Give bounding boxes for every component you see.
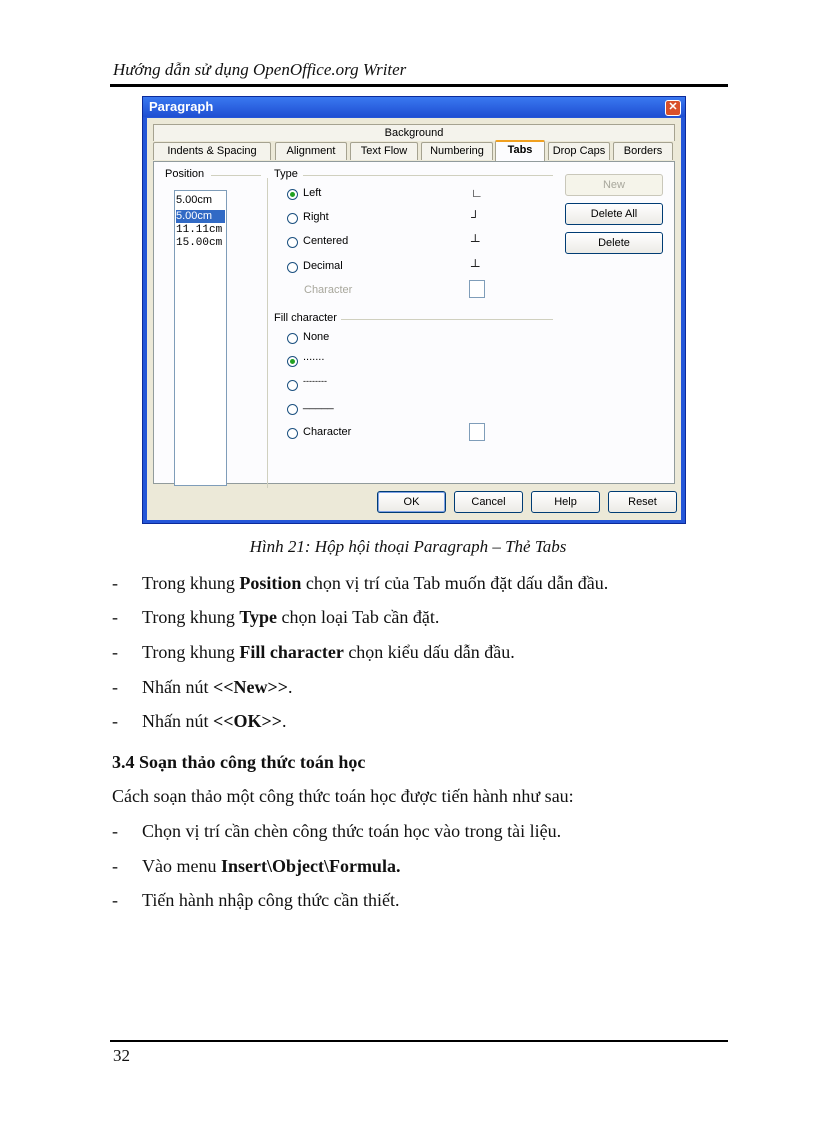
bullet-bold: <<OK>>	[213, 711, 283, 731]
bullet-marker: -	[112, 573, 118, 593]
bullet-bold: Fill character	[239, 642, 344, 662]
type-rule	[303, 175, 553, 176]
ok-button[interactable]: OK	[377, 491, 446, 513]
position-item[interactable]: 11.11cm	[176, 224, 223, 236]
delete-button[interactable]: Delete	[565, 232, 663, 254]
step-item	[142, 856, 400, 877]
type-right-radio[interactable]	[287, 213, 298, 224]
fill-none-label: None	[303, 331, 330, 343]
fill-underscore-label: _____	[303, 398, 334, 410]
bullet-text: chọn vị trí của Tab muốn đặt dấu dẫn đầu.	[301, 573, 609, 593]
tab-tabs[interactable]: Tabs	[495, 140, 545, 161]
bullet-text: .	[282, 711, 287, 731]
tab-indents-spacing[interactable]: Indents & Spacing	[153, 142, 271, 160]
type-decimal-radio[interactable]	[287, 262, 298, 273]
tab-borders[interactable]: Borders	[613, 142, 673, 160]
fill-label: Fill character	[274, 312, 337, 324]
fill-character-input[interactable]	[469, 423, 485, 441]
fill-character-label: Character	[303, 426, 352, 438]
bullet-bold: Position	[239, 573, 302, 593]
fill-character-radio[interactable]	[287, 428, 298, 439]
fill-dots-label: .......	[303, 351, 325, 363]
tab-centered-icon: ┴	[471, 234, 480, 248]
delete-all-button[interactable]: Delete All	[565, 203, 663, 225]
type-character-label: Character	[304, 284, 353, 296]
tab-right-icon: ┘	[471, 210, 480, 224]
tab-alignment[interactable]: Alignment	[275, 142, 347, 160]
close-icon[interactable]: ✕	[665, 100, 681, 116]
intro-paragraph: Cách soạn thảo một công thức toán học được tiến hành như sau:	[112, 786, 574, 806]
type-centered-radio[interactable]	[287, 237, 298, 248]
bullet-bold: <<New>>	[213, 677, 289, 697]
figure-caption: Hình 21: Hộp hội thoại Paragraph – Thẻ Tabs	[249, 537, 567, 556]
bullet-item	[142, 573, 608, 594]
bullet-text: Trong khung	[142, 642, 240, 662]
page-header-title: Hướng dẫn sử dụng OpenOffice.org Writer	[113, 60, 407, 79]
bullet-text: chọn loại Tab cần đặt.	[277, 607, 440, 627]
type-centered-label: Centered	[303, 235, 349, 247]
fill-dashes-radio[interactable]	[287, 380, 298, 391]
bullet-marker: -	[112, 642, 118, 662]
position-label: Position	[165, 168, 205, 180]
bullet-item	[142, 677, 293, 698]
step-item	[142, 821, 561, 842]
bullet-marker: -	[112, 856, 118, 876]
bullet-bold: Type	[239, 607, 278, 627]
bullet-marker: -	[112, 677, 118, 697]
step-bold: Insert\Object\Formula.	[220, 856, 401, 876]
step-text: Vào menu	[142, 856, 221, 876]
tab-text-flow[interactable]: Text Flow	[350, 142, 418, 160]
reset-button[interactable]: Reset	[608, 491, 677, 513]
type-character-input[interactable]	[469, 280, 485, 298]
bullet-text: Trong khung	[142, 573, 240, 593]
fill-underscore-radio[interactable]	[287, 404, 298, 415]
bullet-marker: -	[112, 821, 118, 841]
position-item[interactable]: 5.00cm	[176, 210, 225, 223]
help-button[interactable]: Help	[531, 491, 600, 513]
dialog-client	[147, 118, 681, 520]
page-number: 32	[113, 1046, 130, 1065]
tab-left-icon: ∟	[471, 186, 483, 200]
fill-rule	[341, 319, 553, 320]
fill-none-radio[interactable]	[287, 333, 298, 344]
section-title: 3.4 Soạn thảo công thức toán học	[112, 752, 366, 772]
cancel-button[interactable]: Cancel	[454, 491, 523, 513]
fill-dashes-label: --------	[303, 376, 327, 386]
tab-drop-caps[interactable]: Drop Caps	[548, 142, 610, 160]
bullet-marker: -	[112, 711, 118, 731]
step-item	[142, 890, 400, 911]
position-item[interactable]: 15.00cm	[176, 237, 223, 249]
new-button[interactable]: New	[565, 174, 663, 196]
bullet-text: chọn kiểu dấu dẫn đầu.	[343, 642, 515, 662]
bullet-marker: -	[112, 890, 118, 910]
fill-dots-radio[interactable]	[287, 356, 298, 367]
position-separator	[267, 178, 268, 488]
bullet-item	[142, 642, 515, 663]
tab-background[interactable]: Background	[153, 124, 675, 141]
header-rule	[110, 84, 728, 87]
bullet-item	[142, 711, 287, 732]
bullet-text: Nhấn nút	[142, 711, 213, 731]
bullet-text: Nhấn nút	[142, 677, 213, 697]
bullet-text: Trong khung	[142, 607, 240, 627]
tab-numbering[interactable]: Numbering	[421, 142, 493, 160]
bullet-marker: -	[112, 607, 118, 627]
type-label: Type	[274, 168, 298, 180]
dialog-title: Paragraph	[149, 99, 214, 114]
step-text: Tiến hành nhập công thức cần thiết.	[142, 890, 400, 910]
type-left-radio[interactable]	[287, 189, 298, 200]
footer-rule	[110, 1040, 728, 1042]
position-input[interactable]: 5.00cm	[176, 194, 213, 206]
tab-decimal-icon: ┴	[471, 259, 480, 273]
position-rule	[211, 175, 261, 176]
type-left-label: Left	[303, 187, 322, 199]
dialog-titlebar[interactable]	[143, 97, 685, 117]
type-right-label: Right	[303, 211, 329, 223]
paragraph-dialog	[142, 96, 686, 524]
type-decimal-label: Decimal	[303, 260, 343, 272]
bullet-item	[142, 607, 439, 628]
bullet-text: .	[288, 677, 293, 697]
step-text: Chọn vị trí cần chèn công thức toán học vào trong tài liệu.	[142, 821, 562, 841]
